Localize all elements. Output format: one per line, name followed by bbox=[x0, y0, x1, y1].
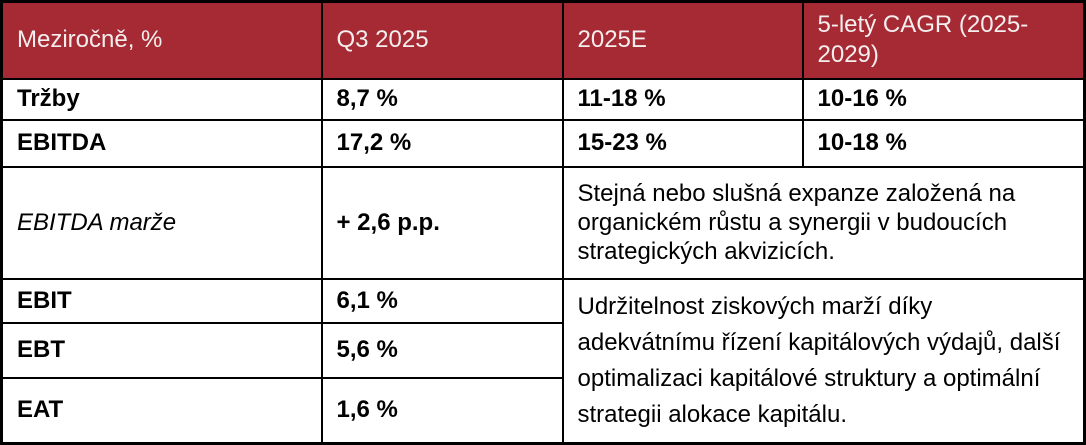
table-row-ebit bbox=[2, 279, 1085, 323]
header-cell-2025e: 2025E bbox=[563, 2, 803, 79]
header-cell-q3-2025: Q3 2025 bbox=[322, 2, 563, 79]
metric-label-ebt: EBT bbox=[2, 323, 322, 378]
value-trzby-cagr: 10-16 % bbox=[803, 79, 1085, 121]
header-cell-yoy: Meziročně, % bbox=[2, 2, 322, 79]
value-ebitda-q3: 17,2 % bbox=[322, 120, 563, 167]
note-margin-expansion: Stejná nebo slušná expanze založená na organickém růstu a synergii v budoucích strategických akvizicích. bbox=[563, 167, 1085, 280]
note-profit-sustainability: Udržitelnost ziskových marží díky adekvátnímu řízení kapitálových výdajů, další optimalizaci kapitálové struktury a optimální strategii alokace kapitálu. bbox=[563, 279, 1085, 443]
value-ebt-q3: 5,6 % bbox=[322, 323, 563, 378]
value-trzby-q3: 8,7 % bbox=[322, 79, 563, 121]
table-row-trzby bbox=[2, 79, 1085, 121]
value-ebitda-cagr: 10-18 % bbox=[803, 120, 1085, 167]
table-row-ebitda-marze bbox=[2, 167, 1085, 280]
table-row-ebitda bbox=[2, 120, 1085, 167]
value-eat-q3: 1,6 % bbox=[322, 378, 563, 444]
header-row bbox=[2, 2, 1085, 79]
metric-label-eat: EAT bbox=[2, 378, 322, 444]
value-ebitda-marze-q3: + 2,6 p.p. bbox=[322, 167, 563, 280]
value-trzby-2025e: 11-18 % bbox=[563, 79, 803, 121]
value-ebitda-2025e: 15-23 % bbox=[563, 120, 803, 167]
value-ebit-q3: 6,1 % bbox=[322, 279, 563, 323]
metric-label-ebitda: EBITDA bbox=[2, 120, 322, 167]
metric-label-ebitda-marze: EBITDA marže bbox=[2, 167, 322, 280]
metric-label-trzby: Tržby bbox=[2, 79, 322, 121]
header-cell-cagr: 5-letý CAGR (2025-2029) bbox=[803, 2, 1085, 79]
metric-label-ebit: EBIT bbox=[2, 279, 322, 323]
